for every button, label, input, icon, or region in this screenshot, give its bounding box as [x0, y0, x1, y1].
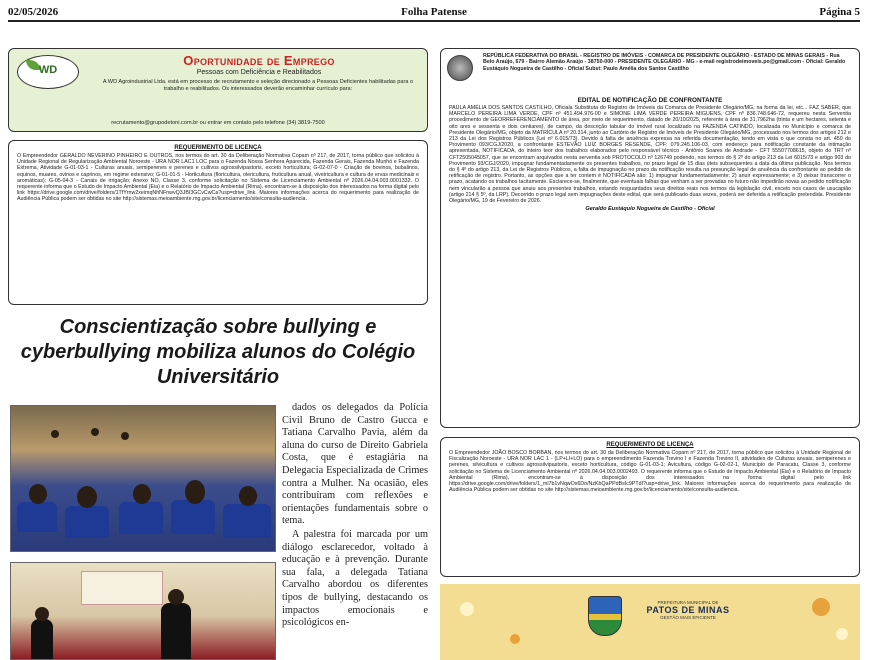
auditorium-photo — [10, 405, 276, 552]
article-headline: Conscientização sobre bullying e cyberbullying mobiliza alunos do Colégio Universitário — [20, 316, 416, 388]
article-body — [282, 402, 428, 660]
event-banner — [81, 571, 163, 605]
article-paragraph: A palestra foi marcada por um diálogo esclarecedor, voltado à educação e à prevenção. Durante sua fala, a delegada Tatiana Carvalho abordou os diferentes tipos de bullying, destacando os impactos emocionais e psicológicos en- — [282, 528, 428, 629]
edict-header: REPÚBLICA FEDERATIVA DO BRASIL - REGISTRO DE IMÓVEIS - COMARCA DE PRESIDENTE OLEGÁRIO - ESTADO DE MINAS GERAIS - Rua Belo Araújo, 679 - Bairro Alemão Araújo - 38750-000 - PRESIDENTE OLEGÁRIO - MG - e-mail registrodeimoveis.po@gmail.com - Oficial: Geraldo Eustáquio Nogueira de Castilho - Oficial Subst: Paulo Amélia dos Santos Castilho — [483, 53, 846, 72]
company-logo — [17, 55, 79, 89]
coat-of-arms-icon — [447, 55, 473, 81]
job-ad-title: Oportunidade de Emprego — [183, 53, 335, 68]
license-request-text: O Empreendedor GERALDO NEVERINO PINHEIRO E OUTROS, nos termos do art. 30 da Deliberação Normativa Copam nº 217, de 2017, torna público que solicitou à Unidade Regional de Regularização Ambiental Noroeste - URA NOR LAC1 LOC para o Fazenda Nossa Senhora Aparecida, Fazenda Gerais, Fazenda Munhó e Fazenda Extrema, Atividade G-01-03-1 - Culturas anuais, semiperenes e perenes e cultivos agrossilvipastoris, exceto horticultura; G-02-07-0 - Criação de bovinos, bubalinos, equinos, muares, ovinos e caprinos, em regime extensivo; G-01-01-5 - Horticultura (floricultura, olericultura, fruticultura anual, viveiricultura e cultura de ervas medicinais e aromáticas); G-05-04-3 - Canais de irrigação; Anexo NO, Classe 3, conforme solicitação no Sistema de Licenciamento Ambiental nº 2026.04.04.003.0001332. O requerente informa que o Estudo de Impacto Ambiental (Eia) e o Relatório de Impacto Ambiental (Rima), encontram-se à disposição dos interessados na forma digital pelo link https://drive.google.com/drive/folders/1TfYrnw2xeimqNhNFnwvQ3JBI3GCvCwCa?usp=drive_link. Maiores informações acerca do requerimento para realização de Audiência Pública podem ser obtidas no site http://sistemas.meioambiente.mg.gov.br/licenciamento/site/consulta-audiencia. — [17, 153, 419, 203]
city-hall-tagline: GESTÃO MAIS EFICIENTE — [660, 615, 716, 620]
city-name: PATOS DE MINAS — [646, 605, 730, 615]
job-ad-body: A WD Agroindustrial Ltda. está em processo de recrutamento e seleção direcionado a Pessoas Deficientes habilitadas para o trabalho e reabilitados. Os interessados deverão encaminhar currículo para: — [102, 79, 414, 92]
page-header — [8, 6, 860, 22]
decorative-dot — [836, 628, 848, 640]
city-crest-icon — [588, 596, 622, 636]
city-hall-brand — [628, 600, 748, 620]
decorative-dot — [812, 598, 830, 616]
edict-title: EDITAL DE NOTIFICAÇÃO DE CONFRONTANTE — [577, 97, 723, 104]
edict-text: PAULA AMÉLIA DOS SANTOS CASTILHO, Oficiala Substituta do Registro de Imóveis da Comarca de Presidente Olegário/MG, na forma da lei, etc... FAZ SABER, que MARCELO PEREIRA LIMA VERDE, CPF nº 451.494.976-00 e SIMONE LIMA VERDE PEREIRA MIGUENS, CPF nº 836.748.646-72, requereu nesta Serventia procedimento de GEORREFERENCIAMENTO de área, por meio de requerimento, datado de 20/10/2025, referente à área de 31,7962ha (trinta e um hectares, setenta e oito ares e sessenta e dois centiares), de campo, da descrição tabular do imóvel rural localizado na FAZENDA CATINDÓ, localizada no Município e comarca de Presidente Olegário/MG, objeto da MATRÍCULA nº 20.314, junto ao Cartório de Registro de Imóveis de Presidente Olegário/MG, processado nos termos dos artigos 212 e 213 da Lei dos Registros Públicos (Lei nº 6.015/73). Devido à falta de anuência expressa na referida documentação, tendo em vista o que consta no art. 450 do Provimento 093/CGJ/2020, a confrontante ESTEVÃO LUIZ BORGES RESENDE, CPF: 079.245.106-03, com endereço para notificação constante da intimação apresentada, NOTIFICADA, do inteiro teor dos trabalhos elaborados pelo responsável técnico - Antônio Soares de Andrade - CFT 55507708615, objeto do TRT nº CFT2505045057, que se encontram arquivados nesta serventia sob PROTOCOLO nº 126749 podendo, nos termos do § 2º do artigo 213 da Lei 6015/73 e artigo 903 do Provimento 93/CGJ/2020, impugnar fundamentadamente os presentes trabalhos, no prazo legal de 15 dias úteis subsequentes a data da última publicação. Nos termos do § 4º do artigo 213, da Lei de Registros Públicos, a falta de impugnação no prazo da notificação resulta na presunção legal de anuência da confrontante ao pedido de retificação de registro. Portanto, as opções que a ter contem é NOTIFICADA são: 1) impugnar fundamentadamente; 2) anuir expressamente; e 3) deixar transcorrer o prazo, acatando os trabalhos tacitamente. Esclarece-se, finalmente, que eventuais falhas que venham a ser provadas no futuro não impedirão novas ao pedido notificação nem vincularão a pessoa que anuiu aos presentes trabalhos, estando resguardados seus direitos reais nos termos da legislação civil, exceto nos casos de usucapião (artigo 214 § 5º, da LRP). Decorrido o prazo legal sem impugnações deste edital, que será publicado duas vezes, poderá ser deferida a retificação pretendida. Presidente Olegário/MG, 19 de Fevereiro de 2026. — [449, 105, 851, 205]
company-logo-text: WD — [38, 64, 58, 76]
license-request-title: REQUERIMENTO DE LICENÇA — [606, 442, 694, 448]
job-ad-contact: recrutamento@grupodetoni.com.br ou entrar em contato pelo telefone (34) 3819-7500 — [111, 120, 325, 126]
decorative-dot — [460, 602, 474, 616]
publication-name: Folha Patense — [401, 6, 467, 18]
license-request-notice-2 — [440, 437, 860, 577]
notification-edict — [440, 48, 860, 428]
job-ad-subtitle: Pessoas com Deficiência e Reabilitados — [196, 69, 322, 76]
license-request-notice-1 — [8, 140, 428, 305]
city-hall-ad — [440, 584, 860, 660]
license-request-title: REQUERIMENTO DE LICENÇA — [174, 145, 262, 151]
issue-date: 02/05/2026 — [8, 6, 59, 18]
city-hall-prefix: PREFEITURA MUNICIPAL DE — [657, 600, 719, 605]
job-opportunity-ad — [8, 48, 428, 132]
page-number: Página 5 — [819, 6, 860, 18]
speaker-photo — [10, 562, 276, 660]
article-paragraph: dados os delegados da Polícia Civil Bruno de Castro Gucca e Tatiana Carvalho Pavia, além da aluna do curso de Direito Gabriela Costa, que é estagiária na Delegacia Especializada de Crimes contra a Mulher. Na ocasião, eles contribuíram com reflexões e orientações fundamentais sobre o tema. — [282, 402, 428, 527]
license-request-text: O Empreendedor JOÃO BOSCO BORBAN, nos termos do art. 30 da Deliberação Normativa Copam nº 217, de 2017, torna público que solicitou à Unidade Regional de Fiscalização Noroeste - URA NOR LAC 1 - (LP+LI+LO) para o empreendimento Fazenda Trevino I e Fazenda Trevino II, atividades de Culturas anuais, semiperenes e perenes, silvicultura e cultivos agrossilvipastoris, exceto horticultura, código G-01-03-1; Avicultura, código G-02-02-1, Município de Paracatu, Classe 3, conforme solicitação no Sistema de Licenciamento Ambiental nº 2026.04.04.003.0002493. O requerente informa que o Estudo de Impacto Ambiental (Eia) e o Relatório de Impacto Ambiental (Rima), encontram-se à disposição dos interessados na forma digital pelo link https://drive.google.com/drive/folders/1_ml7b1vNqwOx6Do/NzKbQaPPdBsIc9PTdI?usp=drive_link. Maiores informações acerca do requerimento para realização de Audiência Pública podem ser obtidas no site http://sistemas.meioambiente.mg.gov.br/licenciamento/site/consulta-audiencia. — [449, 450, 851, 494]
decorative-dot — [510, 634, 520, 644]
edict-signature: Geraldo Eustáquio Nogueira de Castilho - Oficial — [585, 206, 715, 213]
